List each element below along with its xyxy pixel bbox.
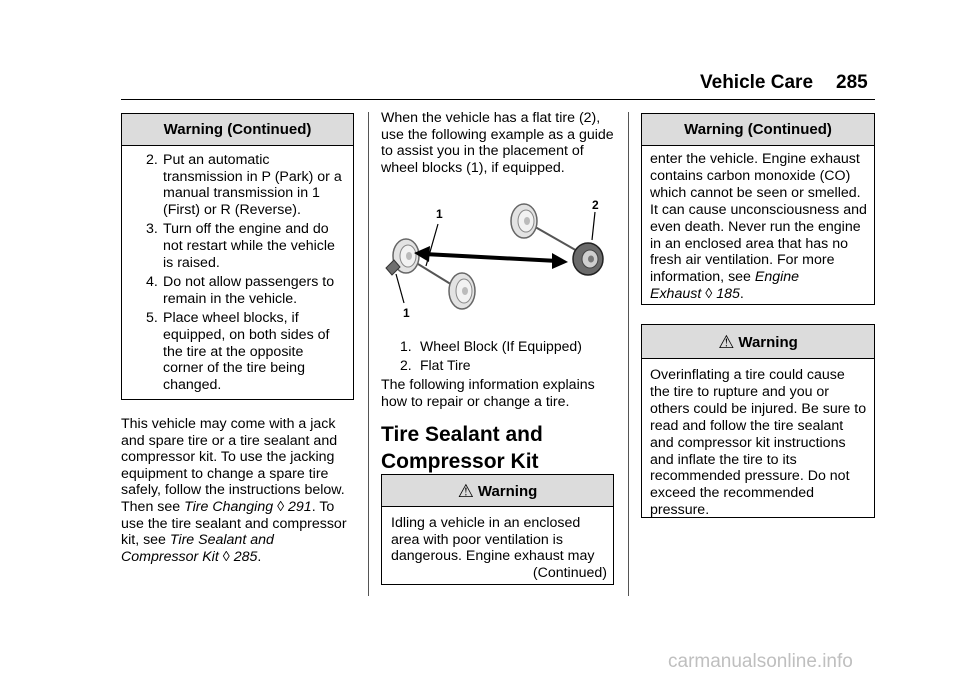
legend-number: 2. [400, 357, 412, 373]
legend-item [400, 356, 582, 375]
step-text: Do not allow passengers to remain in the vehicle. [163, 274, 335, 307]
step-text: Turn off the engine and do not restart while the vehicle is raised. [163, 221, 335, 271]
page-ref-icon: ◊ [222, 548, 230, 565]
callout-line [396, 274, 404, 303]
warning-step [146, 152, 345, 218]
warning-continued-box-left [121, 113, 354, 400]
warning-triangle-icon: ⚠ [457, 481, 474, 501]
warning-box-title: Warning (Continued) [122, 114, 353, 146]
step-text: Place wheel blocks, if equipped, on both sides of the tire at the opposite corner of the tire being changed. [163, 310, 330, 393]
step-number: 4. [146, 274, 158, 291]
warning-steps-list [122, 146, 353, 393]
tire-changing-page[interactable]: 291 [288, 498, 312, 515]
rear-right-tire [449, 273, 475, 309]
callout-label-1-bottom: 1 [403, 306, 410, 320]
arrow-head-right-icon [552, 253, 568, 269]
warning-text: Idling a vehicle in an enclosed area with poor ventilation is dangerous. Engine exhaust may [391, 515, 595, 565]
warning-box-title [382, 475, 613, 507]
warning-step [146, 310, 345, 393]
wheel-block-figure [380, 196, 620, 321]
warning-end-text: . [739, 286, 744, 303]
callout-line [592, 212, 595, 240]
column-divider-right [628, 112, 629, 596]
warning-continued-box-right [641, 113, 875, 305]
distance-arrow [424, 254, 558, 261]
callout-line [426, 224, 438, 266]
overinflation-warning-box [641, 324, 875, 518]
warning-title-text: Warning [477, 483, 538, 500]
watermark: carmanualsonline.info [668, 651, 853, 672]
warning-box-title [642, 325, 874, 359]
continued-label: (Continued) [532, 564, 607, 581]
callout-label-1-top: 1 [436, 207, 443, 221]
header-rule [121, 99, 875, 100]
callout-label-2: 2 [592, 198, 599, 212]
page-ref-icon: ◊ [277, 498, 285, 515]
legend-item [400, 337, 582, 356]
legend-number: 1. [400, 338, 412, 354]
warning-box-title: Warning (Continued) [642, 114, 874, 146]
warning-text: Overinflating a tire could cause the tire to rupture and you or others could be injured. Be sure to read and follow the tire sealant and compressor kit instructions and inflate the tire to its recommended pressure. Do not exceed the recommended pressure. [650, 367, 867, 519]
figure-legend [400, 337, 582, 375]
step-number: 3. [146, 221, 158, 238]
sealant-kit-page[interactable]: 285 [233, 548, 258, 565]
step-number: 5. [146, 310, 158, 327]
warning-step [146, 221, 345, 271]
sealant-kit-link[interactable]: Tire Sealant and Compressor Kit [121, 532, 274, 565]
step-text: Put an automatic transmission in P (Park) or a manual transmission in 1 (First) or R (Reverse). [163, 152, 342, 218]
legend-text: Wheel Block (If Equipped) [420, 338, 582, 354]
flat-tire-icon [573, 243, 603, 275]
front-left-tire [511, 204, 537, 238]
intro-text-2: . To use the tire sealant and compressor kit, see [121, 498, 347, 549]
tire-changing-link[interactable]: Tire Changing [184, 498, 274, 515]
legend-text: Flat Tire [420, 357, 471, 373]
warning-triangle-icon: ⚠ [718, 332, 735, 352]
page-ref-icon: ◊ [705, 286, 713, 303]
column-divider-left [368, 112, 369, 596]
flat-tire-intro: When the vehicle has a flat tire (2), use the following example as a guide to assist you in the placement of wheel blocks (1), if equipped. [381, 110, 614, 176]
page-header-title: Vehicle Care [700, 72, 814, 93]
page-number: 285 [836, 72, 868, 93]
section-title: Tire Sealant and Compressor Kit [381, 423, 543, 473]
warning-body-text: enter the vehicle. Engine exhaust contains carbon monoxide (CO) which cannot be seen or smelled. It can cause unconsciousness and even death. Never run the engine in an enclosed area that has no fresh air ventilation. For more information, see [650, 151, 867, 286]
step-number: 2. [146, 152, 158, 168]
intro-paragraph [121, 416, 355, 565]
info-paragraph: The following information explains how to repair or change a tire. [381, 377, 595, 410]
intro-text-3: . [257, 548, 262, 565]
warning-text [642, 146, 874, 303]
engine-exhaust-page[interactable]: 185 [716, 286, 740, 303]
warning-step [146, 274, 345, 307]
engine-exhaust-link[interactable]: Engine Exhaust [650, 269, 800, 303]
warning-title-text: Warning [738, 334, 798, 351]
warning-box-middle [381, 474, 614, 585]
intro-text-1: This vehicle may come with a jack and spare tire or a tire sealant and compressor kit. To use the jacking equipment to change a spare tire safely, follow the instructions below. Then see [121, 416, 345, 515]
